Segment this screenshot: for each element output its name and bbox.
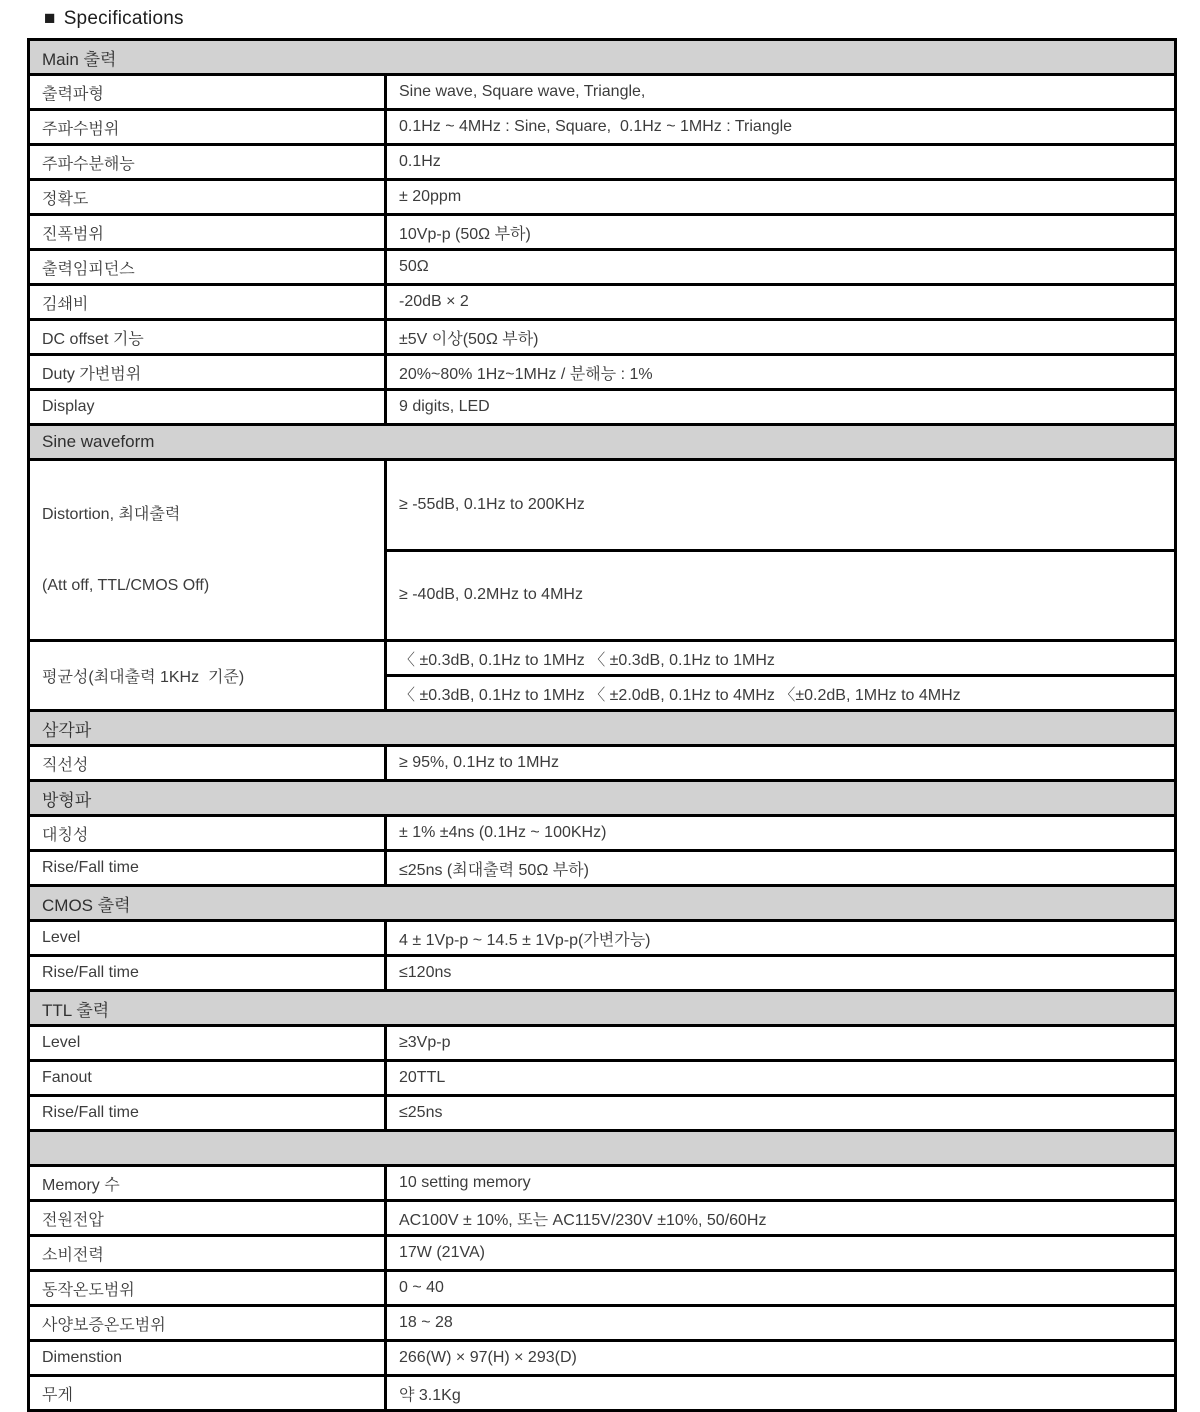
spec-label: 사양보증온도범위 <box>29 1306 386 1341</box>
spec-label: 소비전력 <box>29 1236 386 1271</box>
spec-value: ≥ -55dB, 0.1Hz to 200KHz <box>386 460 1176 551</box>
spec-value: 50Ω <box>386 250 1176 285</box>
table-row <box>29 1166 1176 1201</box>
spec-value: ± 20ppm <box>386 180 1176 215</box>
spec-label: 평균성(최대출력 1KHz 기준) <box>29 641 386 711</box>
spec-value: 17W (21VA) <box>386 1236 1176 1271</box>
section-header-main-output: Main 출력 <box>29 40 1176 75</box>
spec-value: 〈 ±0.3dB, 0.1Hz to 1MHz 〈 ±2.0dB, 0.1Hz to 4MHz 〈±0.2dB, 1MHz to 4MHz <box>386 676 1176 711</box>
spec-value: 4 ± 1Vp-p ~ 14.5 ± 1Vp-p(가변가능) <box>386 921 1176 956</box>
spec-value: ≥ -40dB, 0.2MHz to 4MHz <box>386 550 1176 641</box>
table-row <box>29 145 1176 180</box>
square-bullet-icon: ■ <box>44 8 56 29</box>
spec-label: 출력임피던스 <box>29 250 386 285</box>
table-row <box>29 1201 1176 1236</box>
table-row <box>29 1376 1176 1411</box>
table-row <box>29 1026 1176 1061</box>
spec-value: 10 setting memory <box>386 1166 1176 1201</box>
table-row <box>29 1236 1176 1271</box>
spec-value: ≤25ns (최대출력 50Ω 부하) <box>386 851 1176 886</box>
spec-label: 진폭범위 <box>29 215 386 250</box>
section-header-sine-waveform: Sine waveform <box>29 425 1176 460</box>
table-row <box>29 460 1176 551</box>
page-title <box>44 8 184 30</box>
spec-label: Level <box>29 921 386 956</box>
spec-value: 266(W) × 97(H) × 293(D) <box>386 1341 1176 1376</box>
table-row <box>29 110 1176 145</box>
spec-value: 10Vp-p (50Ω 부하) <box>386 215 1176 250</box>
spec-label <box>29 460 386 641</box>
spec-label: 출력파형 <box>29 75 386 110</box>
spec-label: 대칭성 <box>29 816 386 851</box>
spec-value: 0.1Hz <box>386 145 1176 180</box>
table-row <box>29 851 1176 886</box>
spec-label: 직선성 <box>29 746 386 781</box>
spec-value: Sine wave, Square wave, Triangle, <box>386 75 1176 110</box>
table-row <box>29 641 1176 676</box>
section-header-square: 방형파 <box>29 781 1176 816</box>
spec-label: Duty 가변범위 <box>29 355 386 390</box>
specifications-table <box>27 38 1177 1412</box>
spec-label: 전원전압 <box>29 1201 386 1236</box>
table-row <box>29 390 1176 425</box>
table-row <box>29 215 1176 250</box>
spec-label: Dimenstion <box>29 1341 386 1376</box>
table-row <box>29 355 1176 390</box>
spec-value: 18 ~ 28 <box>386 1306 1176 1341</box>
table-row <box>29 956 1176 991</box>
spec-value: ≥ 95%, 0.1Hz to 1MHz <box>386 746 1176 781</box>
spec-label: Rise/Fall time <box>29 1096 386 1131</box>
spec-label: 정확도 <box>29 180 386 215</box>
table-row <box>29 1096 1176 1131</box>
spec-label: 주파수범위 <box>29 110 386 145</box>
spec-value: 9 digits, LED <box>386 390 1176 425</box>
spec-value: -20dB × 2 <box>386 285 1176 320</box>
table-row <box>29 921 1176 956</box>
section-header-general <box>29 1131 1176 1166</box>
spec-value: 약 3.1Kg <box>386 1376 1176 1411</box>
section-header-cmos-output: CMOS 출력 <box>29 886 1176 921</box>
table-row <box>29 816 1176 851</box>
table-row <box>29 1306 1176 1341</box>
spec-value: 20TTL <box>386 1061 1176 1096</box>
spec-label: Level <box>29 1026 386 1061</box>
page-title-text: Specifications <box>63 8 184 29</box>
spec-value: ≥3Vp-p <box>386 1026 1176 1061</box>
spec-label: Rise/Fall time <box>29 956 386 991</box>
table-row <box>29 285 1176 320</box>
spec-label: 동작온도범위 <box>29 1271 386 1306</box>
spec-value: ±5V 이상(50Ω 부하) <box>386 320 1176 355</box>
spec-label: Rise/Fall time <box>29 851 386 886</box>
section-header-ttl-output: TTL 출력 <box>29 991 1176 1026</box>
table-row <box>29 180 1176 215</box>
table-row <box>29 746 1176 781</box>
spec-value: 20%~80% 1Hz~1MHz / 분해능 : 1% <box>386 355 1176 390</box>
table-row <box>29 1271 1176 1306</box>
table-row <box>29 320 1176 355</box>
spec-value: AC100V ± 10%, 또는 AC115V/230V ±10%, 50/60Hz <box>386 1201 1176 1236</box>
spec-label: Fanout <box>29 1061 386 1096</box>
spec-label: Display <box>29 390 386 425</box>
section-header-triangle: 삼각파 <box>29 711 1176 746</box>
spec-label: Memory 수 <box>29 1166 386 1201</box>
spec-value: ≤25ns <box>386 1096 1176 1131</box>
spec-label: 김쇄비 <box>29 285 386 320</box>
spec-value: 0 ~ 40 <box>386 1271 1176 1306</box>
table-row <box>29 75 1176 110</box>
spec-value: 0.1Hz ~ 4MHz : Sine, Square, 0.1Hz ~ 1MHz : Triangle <box>386 110 1176 145</box>
spec-label: 주파수분해능 <box>29 145 386 180</box>
spec-value: ≤120ns <box>386 956 1176 991</box>
spec-label: 무게 <box>29 1376 386 1411</box>
spec-value: ± 1% ±4ns (0.1Hz ~ 100KHz) <box>386 816 1176 851</box>
spec-label-line: Distortion, 최대출력 <box>42 506 181 523</box>
spec-value: 〈 ±0.3dB, 0.1Hz to 1MHz 〈 ±0.3dB, 0.1Hz to 1MHz <box>386 641 1176 676</box>
spec-label: DC offset 기능 <box>29 320 386 355</box>
table-row <box>29 1341 1176 1376</box>
spec-label-line: (Att off, TTL/CMOS Off) <box>42 577 210 594</box>
table-row <box>29 250 1176 285</box>
table-row <box>29 1061 1176 1096</box>
